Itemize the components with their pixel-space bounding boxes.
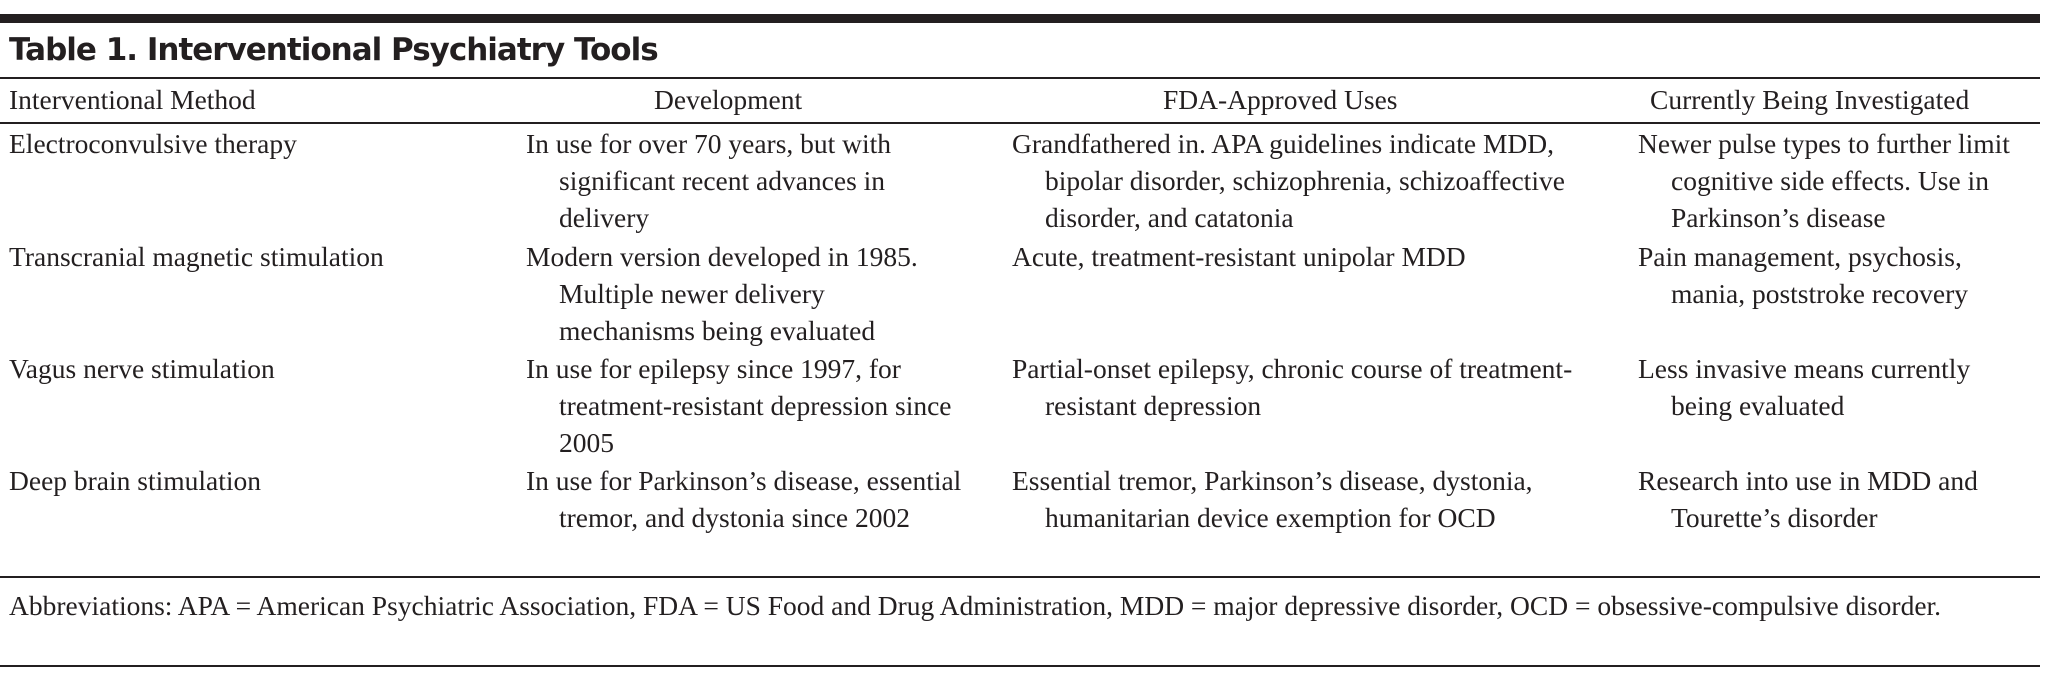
- cell-method-vns: Vagus nerve stimulation: [9, 353, 275, 384]
- cell-method-tms: Transcranial magnetic stimulation: [9, 241, 384, 272]
- header-bottom-rule: [0, 122, 2040, 124]
- cell-method-ect: Electroconvulsive therapy: [9, 128, 297, 159]
- header-development: Development: [654, 84, 803, 115]
- cell-method-dbs: Deep brain stimulation: [9, 465, 262, 496]
- cell-investigated-dbs: Research into use in MDD and Tourette’s disorder: [1638, 465, 1978, 533]
- header-currently-being-investigated: Currently Being Investigated: [1650, 84, 1970, 115]
- cell-investigated-ect: Newer pulse types to further limit cognitive side effects. Use in Parkinson’s disease: [1638, 128, 2010, 233]
- cell-development-tms: Modern version developed in 1985. Multiple newer delivery mechanisms being evaluated: [526, 241, 918, 346]
- cell-development-dbs: In use for Parkinson’s disease, essential tremor, and dystonia since 2002: [526, 465, 962, 533]
- header-interventional-method: Interventional Method: [9, 84, 256, 115]
- header-fda-approved-uses: FDA-Approved Uses: [1163, 84, 1398, 115]
- table-top-rule: [0, 14, 2040, 23]
- cell-investigated-vns: Less invasive means currently being evaluated: [1638, 353, 1971, 421]
- cell-fda-uses-ect: Grandfathered in. APA guidelines indicate MDD, bipolar disorder, schizophrenia, schizoaffective disorder, and catatonia: [1012, 128, 1565, 233]
- cell-investigated-tms: Pain management, psychosis, mania, poststroke recovery: [1638, 241, 1969, 309]
- table-bottom-rule: [0, 665, 2040, 667]
- table-body-bottom-rule: [0, 576, 2040, 578]
- table-caption: Table 1. Interventional Psychiatry Tools: [9, 32, 658, 68]
- cell-fda-uses-vns: Partial-onset epilepsy, chronic course of treatment-resistant depression: [1012, 353, 1573, 421]
- abbreviations-footnote: Abbreviations: APA = American Psychiatric Association, FDA = US Food and Drug Administration, MDD = major depressive disorder, OCD = obsessive-compulsive disorder.: [9, 590, 1942, 621]
- cell-fda-uses-tms: Acute, treatment-resistant unipolar MDD: [1012, 241, 1466, 272]
- cell-development-ect: In use for over 70 years, but with significant recent advances in delivery: [526, 128, 892, 233]
- header-top-rule: [0, 77, 2040, 79]
- cell-development-vns: In use for epilepsy since 1997, for treatment-resistant depression since 2005: [526, 353, 952, 458]
- cell-fda-uses-dbs: Essential tremor, Parkinson’s disease, dystonia, humanitarian device exemption for OCD: [1012, 465, 1533, 533]
